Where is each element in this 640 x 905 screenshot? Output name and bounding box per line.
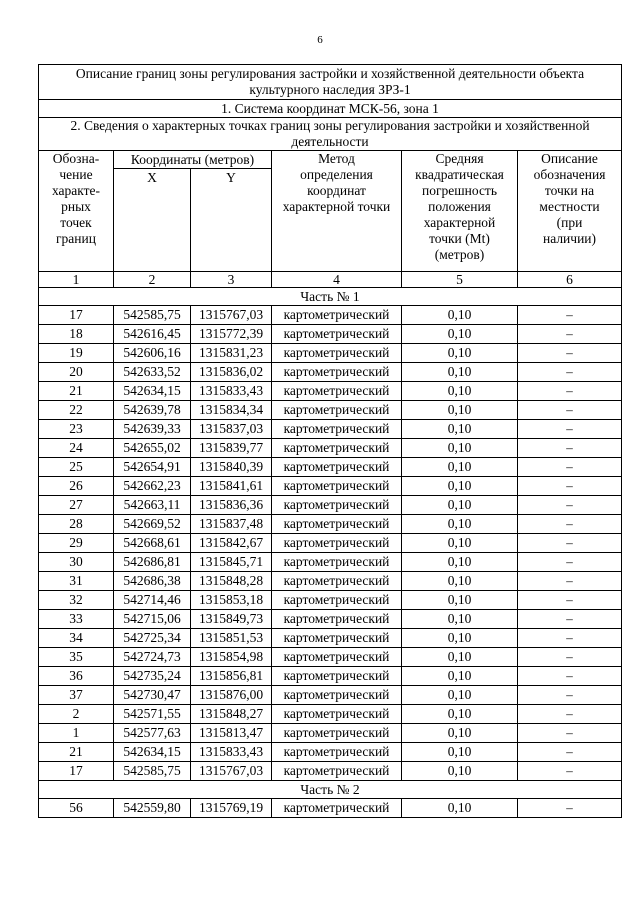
coord-y: 1315772,39 (191, 325, 272, 344)
coord-x: 542585,75 (114, 306, 191, 325)
mean-error: 0,10 (402, 382, 518, 401)
table-row (39, 667, 622, 686)
header-line: Обозна- (52, 151, 100, 166)
coord-y: 1315851,53 (191, 629, 272, 648)
coord-y: 1315837,03 (191, 420, 272, 439)
description: – (518, 724, 622, 743)
mean-error: 0,10 (402, 477, 518, 496)
coord-x: 542606,16 (114, 344, 191, 363)
point-number: 1 (39, 724, 114, 743)
description: – (518, 799, 622, 818)
table-row (39, 799, 622, 818)
coord-x: 542730,47 (114, 686, 191, 705)
point-number: 17 (39, 762, 114, 781)
coord-y: 1315836,02 (191, 363, 272, 382)
description: – (518, 477, 622, 496)
column-number: 1 (39, 272, 114, 288)
description: – (518, 743, 622, 762)
table-row (39, 553, 622, 572)
coord-x: 542714,46 (114, 591, 191, 610)
coord-y: 1315848,28 (191, 572, 272, 591)
part-heading: Часть № 1 (39, 288, 622, 306)
point-number: 27 (39, 496, 114, 515)
mean-error: 0,10 (402, 496, 518, 515)
column-number: 5 (402, 272, 518, 288)
header-line: Описание (541, 151, 598, 166)
description: – (518, 401, 622, 420)
header-line: положения (428, 199, 491, 214)
table-row (39, 420, 622, 439)
header-y: Y (191, 169, 272, 272)
description: – (518, 667, 622, 686)
point-number: 20 (39, 363, 114, 382)
mean-error: 0,10 (402, 534, 518, 553)
table-row (39, 306, 622, 325)
coord-y: 1315842,67 (191, 534, 272, 553)
coord-x: 542654,91 (114, 458, 191, 477)
coord-x: 542559,80 (114, 799, 191, 818)
column-number: 3 (191, 272, 272, 288)
mean-error: 0,10 (402, 648, 518, 667)
part-heading: Часть № 2 (39, 781, 622, 799)
header-error (402, 151, 518, 272)
mean-error: 0,10 (402, 572, 518, 591)
method: картометрический (272, 496, 402, 515)
method: картометрический (272, 743, 402, 762)
table-row (39, 325, 622, 344)
header-description (518, 151, 622, 272)
table-row (39, 344, 622, 363)
point-number: 2 (39, 705, 114, 724)
mean-error: 0,10 (402, 306, 518, 325)
coord-y: 1315831,23 (191, 344, 272, 363)
mean-error: 0,10 (402, 705, 518, 724)
page-number: 6 (317, 34, 323, 46)
header-line: погрешность (421, 183, 497, 198)
coord-y: 1315841,61 (191, 477, 272, 496)
table-row (39, 610, 622, 629)
method: картометрический (272, 705, 402, 724)
description: – (518, 439, 622, 458)
coord-y: 1315853,18 (191, 591, 272, 610)
column-number: 2 (114, 272, 191, 288)
mean-error: 0,10 (402, 553, 518, 572)
table-row (39, 439, 622, 458)
point-number: 29 (39, 534, 114, 553)
description: – (518, 496, 622, 515)
table-row (39, 515, 622, 534)
coord-x: 542634,15 (114, 382, 191, 401)
table-row (39, 363, 622, 382)
header-line: местности (539, 199, 600, 214)
coord-x: 542571,55 (114, 705, 191, 724)
coord-x: 542633,52 (114, 363, 191, 382)
table-row (39, 686, 622, 705)
point-number: 31 (39, 572, 114, 591)
method: картометрический (272, 724, 402, 743)
description: – (518, 553, 622, 572)
point-number: 35 (39, 648, 114, 667)
description: – (518, 382, 622, 401)
method: картометрический (272, 306, 402, 325)
coord-y: 1315836,36 (191, 496, 272, 515)
mean-error: 0,10 (402, 325, 518, 344)
method: картометрический (272, 610, 402, 629)
method: картометрический (272, 534, 402, 553)
coord-y: 1315767,03 (191, 762, 272, 781)
point-number: 21 (39, 743, 114, 762)
method: картометрический (272, 344, 402, 363)
coord-y: 1315767,03 (191, 306, 272, 325)
header-point-designation (39, 151, 114, 272)
coord-y: 1315854,98 (191, 648, 272, 667)
header-line: характерной точки (282, 199, 391, 214)
table-row (39, 534, 622, 553)
column-numbers-row (39, 272, 622, 288)
method: картометрический (272, 591, 402, 610)
coord-x: 542577,63 (114, 724, 191, 743)
table-row (39, 762, 622, 781)
point-number: 32 (39, 591, 114, 610)
header-line: определения (300, 167, 373, 182)
header-line: Средняя (435, 151, 484, 166)
point-number: 34 (39, 629, 114, 648)
mean-error: 0,10 (402, 515, 518, 534)
column-number: 6 (518, 272, 622, 288)
mean-error: 0,10 (402, 363, 518, 382)
mean-error: 0,10 (402, 724, 518, 743)
header-line: границ (56, 231, 96, 246)
description: – (518, 648, 622, 667)
header-line: (при (556, 215, 583, 230)
description: – (518, 325, 622, 344)
mean-error: 0,10 (402, 344, 518, 363)
header-line: наличии) (542, 231, 597, 246)
mean-error: 0,10 (402, 458, 518, 477)
point-number: 17 (39, 306, 114, 325)
point-number: 22 (39, 401, 114, 420)
point-number: 33 (39, 610, 114, 629)
coord-x: 542639,33 (114, 420, 191, 439)
table-row (39, 382, 622, 401)
header-line: квадратическая (415, 167, 504, 182)
coord-y: 1315837,48 (191, 515, 272, 534)
header-line: обозначения (533, 167, 606, 182)
description: – (518, 686, 622, 705)
method: картометрический (272, 553, 402, 572)
coord-x: 542616,45 (114, 325, 191, 344)
method: картометрический (272, 648, 402, 667)
method: картометрический (272, 382, 402, 401)
coord-x: 542655,02 (114, 439, 191, 458)
mean-error: 0,10 (402, 439, 518, 458)
method: картометрический (272, 629, 402, 648)
coord-x: 542686,81 (114, 553, 191, 572)
header-coordinates: Координаты (метров) (114, 151, 272, 169)
description: – (518, 344, 622, 363)
mean-error: 0,10 (402, 591, 518, 610)
method: картометрический (272, 439, 402, 458)
coord-x: 542724,73 (114, 648, 191, 667)
method: картометрический (272, 363, 402, 382)
coordinate-system-heading: 1. Система координат МСК-56, зона 1 (39, 100, 622, 118)
mean-error: 0,10 (402, 629, 518, 648)
description: – (518, 629, 622, 648)
coord-x: 542639,78 (114, 401, 191, 420)
header-line: точки (Mt) (429, 231, 490, 246)
header-line: точек (60, 215, 92, 230)
method: картометрический (272, 325, 402, 344)
header-line: Метод (318, 151, 355, 166)
coord-y: 1315840,39 (191, 458, 272, 477)
header-x: X (114, 169, 191, 272)
table-row (39, 572, 622, 591)
coord-y: 1315813,47 (191, 724, 272, 743)
coord-x: 542634,15 (114, 743, 191, 762)
method: картометрический (272, 686, 402, 705)
coord-y: 1315856,81 (191, 667, 272, 686)
point-number: 56 (39, 799, 114, 818)
point-number: 37 (39, 686, 114, 705)
description: – (518, 363, 622, 382)
method: картометрический (272, 515, 402, 534)
mean-error: 0,10 (402, 799, 518, 818)
boundary-points-table (38, 64, 622, 818)
header-method (272, 151, 402, 272)
method: картометрический (272, 799, 402, 818)
coord-y: 1315833,43 (191, 743, 272, 762)
table-row (39, 724, 622, 743)
coord-x: 542735,24 (114, 667, 191, 686)
table-row (39, 401, 622, 420)
mean-error: 0,10 (402, 667, 518, 686)
method: картометрический (272, 401, 402, 420)
coord-y: 1315845,71 (191, 553, 272, 572)
table-row (39, 591, 622, 610)
mean-error: 0,10 (402, 610, 518, 629)
description: – (518, 762, 622, 781)
coord-y: 1315848,27 (191, 705, 272, 724)
coord-x: 542715,06 (114, 610, 191, 629)
point-number: 23 (39, 420, 114, 439)
point-number: 36 (39, 667, 114, 686)
point-number: 24 (39, 439, 114, 458)
coord-x: 542668,61 (114, 534, 191, 553)
mean-error: 0,10 (402, 762, 518, 781)
point-number: 18 (39, 325, 114, 344)
document-title: Описание границ зоны регулирования застройки и хозяйственной деятельности объекта культурного наследия ЗРЗ-1 (39, 65, 622, 100)
point-number: 25 (39, 458, 114, 477)
coord-y: 1315839,77 (191, 439, 272, 458)
method: картометрический (272, 667, 402, 686)
table-row (39, 629, 622, 648)
header-line: координат (307, 183, 366, 198)
method: картометрический (272, 762, 402, 781)
coord-x: 542662,23 (114, 477, 191, 496)
table-row (39, 477, 622, 496)
header-line: характе- (51, 183, 101, 198)
point-number: 19 (39, 344, 114, 363)
coord-y: 1315833,43 (191, 382, 272, 401)
description: – (518, 458, 622, 477)
description: – (518, 705, 622, 724)
table-row (39, 705, 622, 724)
header-line: (метров) (434, 247, 485, 262)
table-row (39, 743, 622, 762)
coord-y: 1315834,34 (191, 401, 272, 420)
table-row (39, 496, 622, 515)
header-line: чение (59, 167, 93, 182)
method: картометрический (272, 420, 402, 439)
method: картометрический (272, 458, 402, 477)
point-number: 21 (39, 382, 114, 401)
table-row (39, 458, 622, 477)
mean-error: 0,10 (402, 686, 518, 705)
coord-x: 542725,34 (114, 629, 191, 648)
description: – (518, 420, 622, 439)
method: картометрический (272, 572, 402, 591)
coord-x: 542669,52 (114, 515, 191, 534)
coord-x: 542585,75 (114, 762, 191, 781)
coord-y: 1315849,73 (191, 610, 272, 629)
method: картометрический (272, 477, 402, 496)
table-row (39, 648, 622, 667)
header-line: рных (61, 199, 91, 214)
point-number: 26 (39, 477, 114, 496)
coord-x: 542686,38 (114, 572, 191, 591)
coord-y: 1315876,00 (191, 686, 272, 705)
coord-x: 542663,11 (114, 496, 191, 515)
header-line: точки на (544, 183, 595, 198)
description: – (518, 572, 622, 591)
mean-error: 0,10 (402, 401, 518, 420)
coord-y: 1315769,19 (191, 799, 272, 818)
description: – (518, 534, 622, 553)
description: – (518, 610, 622, 629)
point-number: 28 (39, 515, 114, 534)
description: – (518, 591, 622, 610)
description: – (518, 306, 622, 325)
description: – (518, 515, 622, 534)
column-number: 4 (272, 272, 402, 288)
mean-error: 0,10 (402, 743, 518, 762)
points-info-heading: 2. Сведения о характерных точках границ зоны регулирования застройки и хозяйственной деятельности (39, 118, 622, 151)
mean-error: 0,10 (402, 420, 518, 439)
point-number: 30 (39, 553, 114, 572)
header-line: характерной (423, 215, 496, 230)
